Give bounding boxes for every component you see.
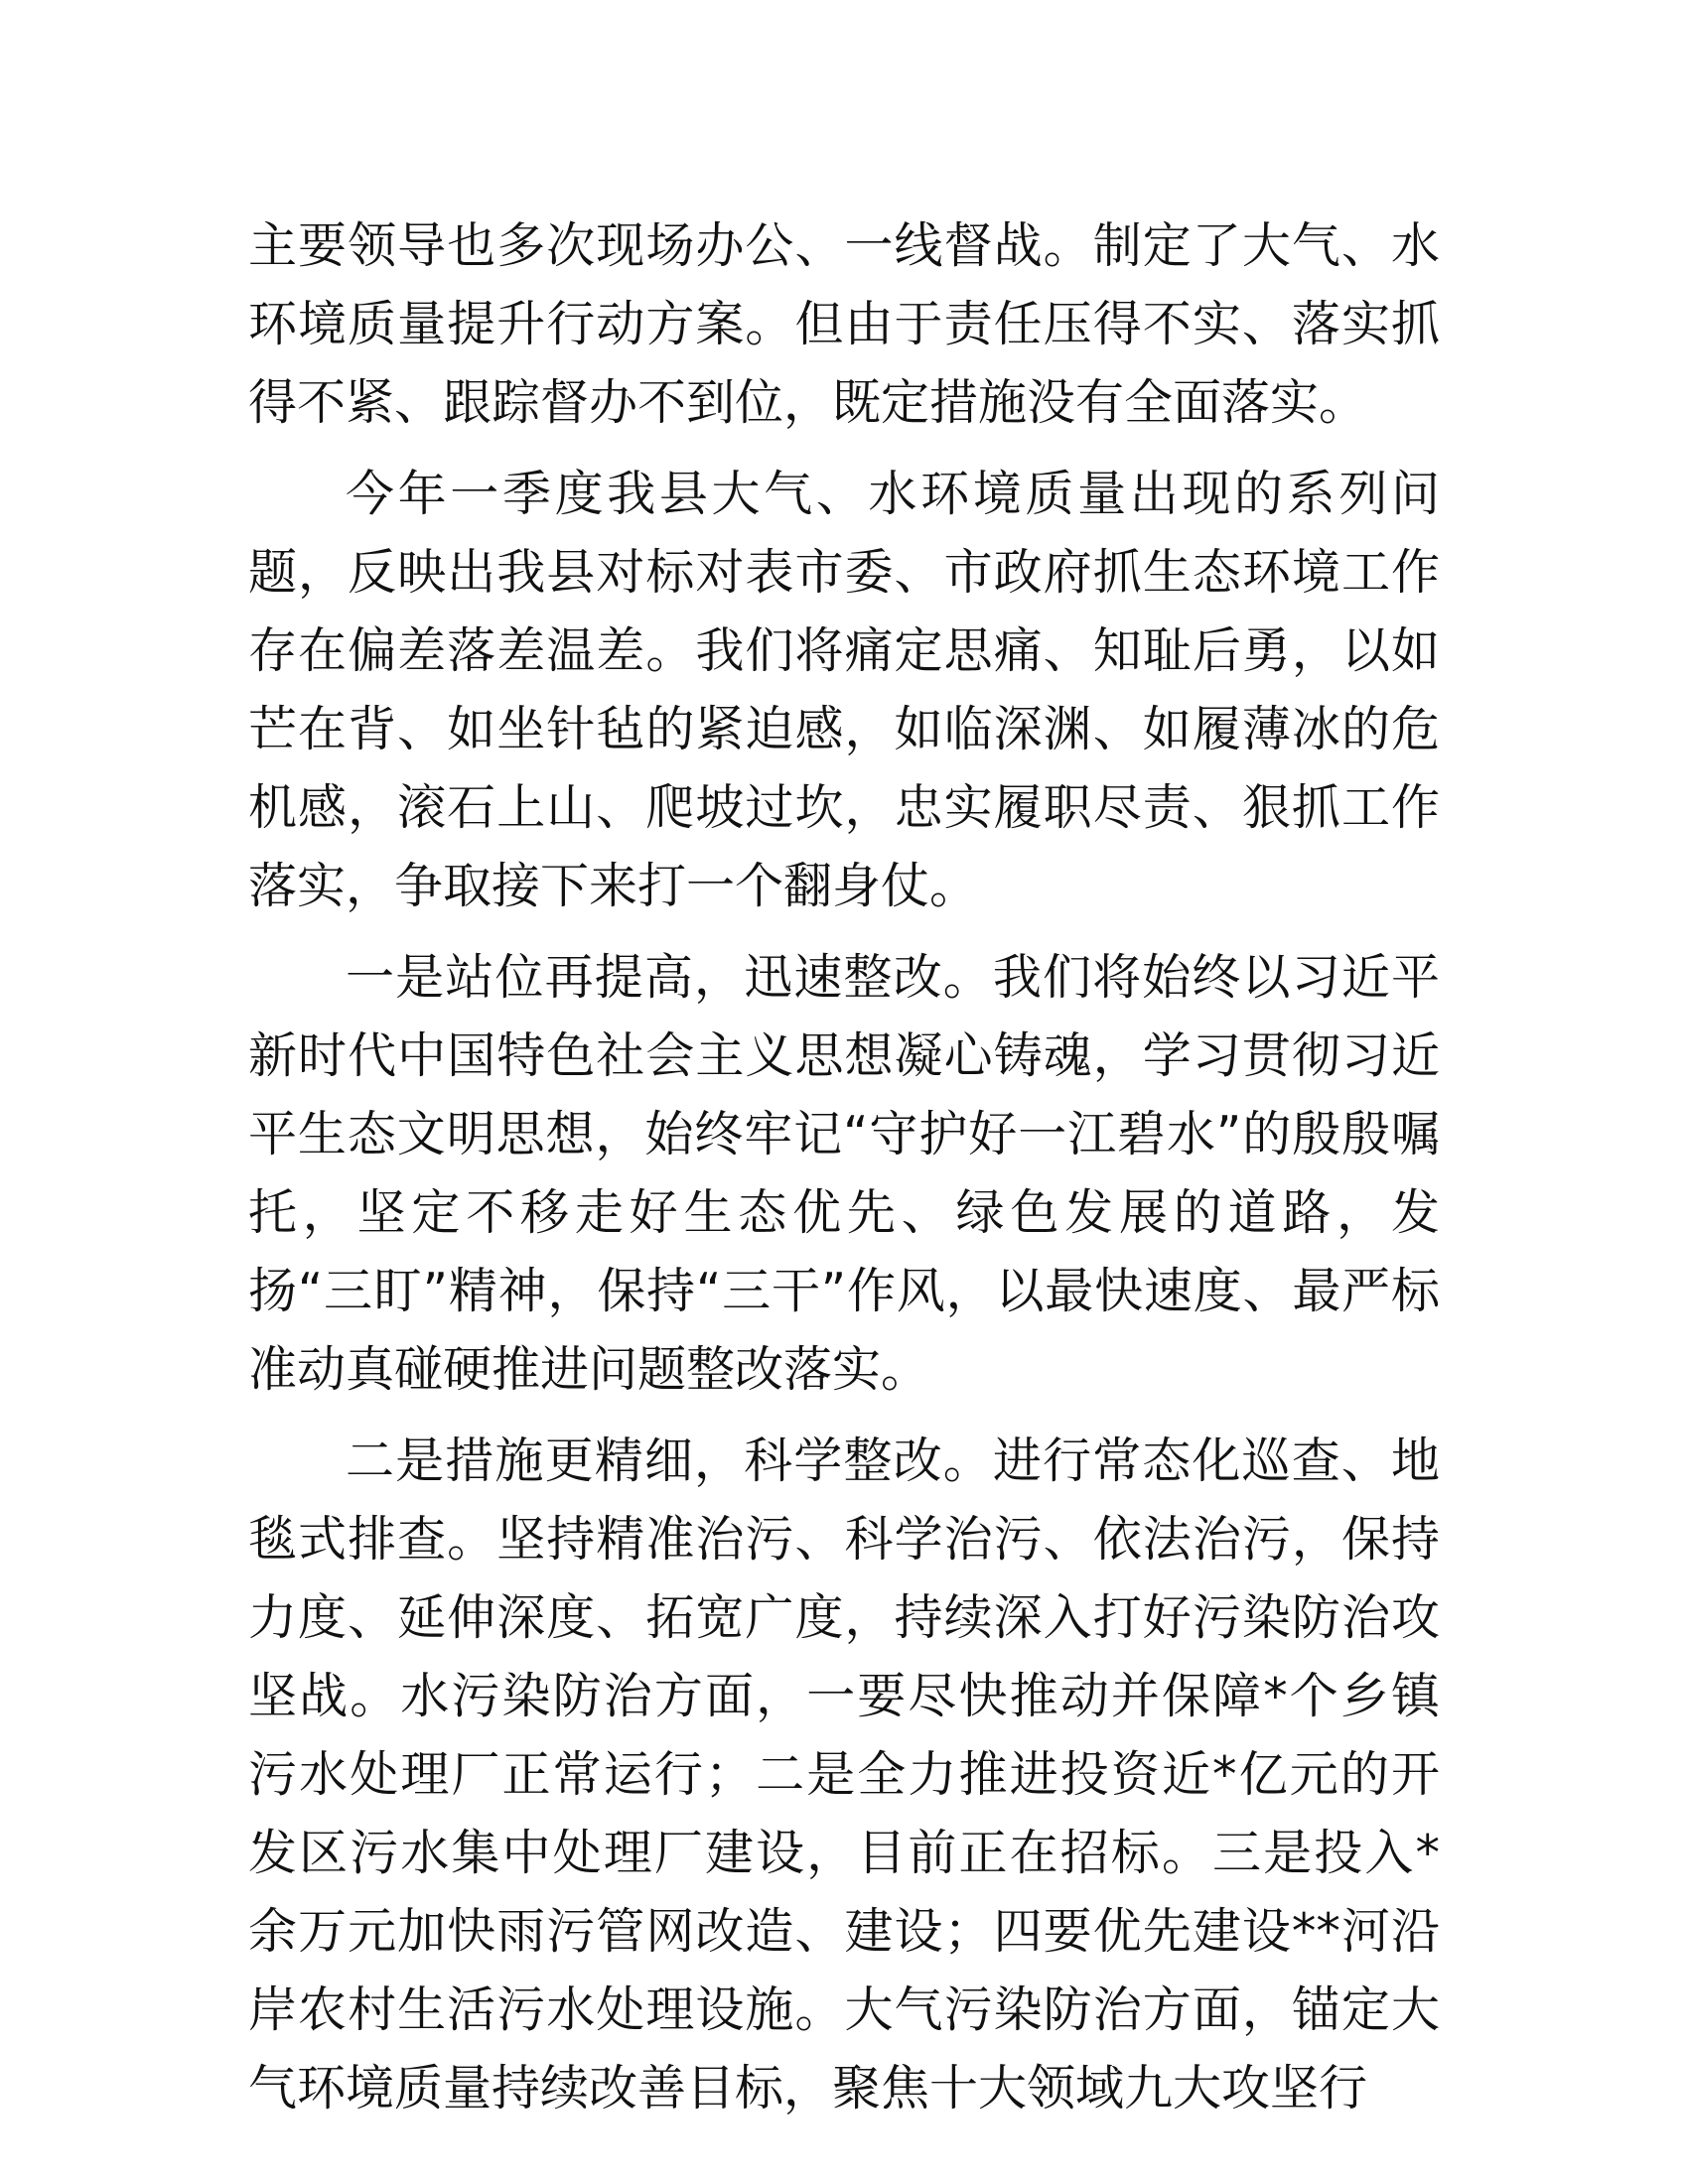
paragraph-1: 主要领导也多次现场办公、一线督战。制定了大气、水环境质量提升行动方案。但由于责任压得不实、落实抓得不紧、跟踪督办不到位，既定措施没有全面落实。 <box>248 217 1440 431</box>
paragraph-2: 今年一季度我县大气、水环境质量出现的系列问题，反映出我县对标对表市委、市政府抓生态环境工作存在偏差落差温差。我们将痛定思痛、知耻后勇，以如芒在背、如坐针毡的紧迫感，如临深渊、如履薄冰的危机感，滚石上山、爬坡过坎，忠实履职尽责、狠抓工作落实，争取接下来打一个翻身仗。 <box>248 466 1440 914</box>
document-body <box>248 206 1440 2127</box>
paragraph-4: 二是措施更精细，科学整改。进行常态化巡查、地毯式排查。坚持精准治污、科学治污、依法治污，保持力度、延伸深度、拓宽广度，持续深入打好污染防治攻坚战。水污染防治方面，一要尽快推动并保障*个乡镇污水处理厂正常运行；二是全力推进投资近*亿元的开发区污水集中处理厂建设，目前正在招标。三是投入*余万元加快雨污管网改造、建设；四要优先建设**河沿岸农村生活污水处理设施。大气污染防治方面，锚定大气环境质量持续改善目标，聚焦十大领域九大攻坚行 <box>248 1433 1440 2116</box>
paragraph-3: 一是站位再提高，迅速整改。我们将始终以习近平新时代中国特色社会主义思想凝心铸魂，学习贯彻习近平生态文明思想，始终牢记“守护好一江碧水”的殷殷嘱托，坚定不移走好生态优先、绿色发展的道路，发扬“三盯”精神，保持“三干”作风，以最快速度、最严标准动真碰硬推进问题整改落实。 <box>248 949 1440 1398</box>
